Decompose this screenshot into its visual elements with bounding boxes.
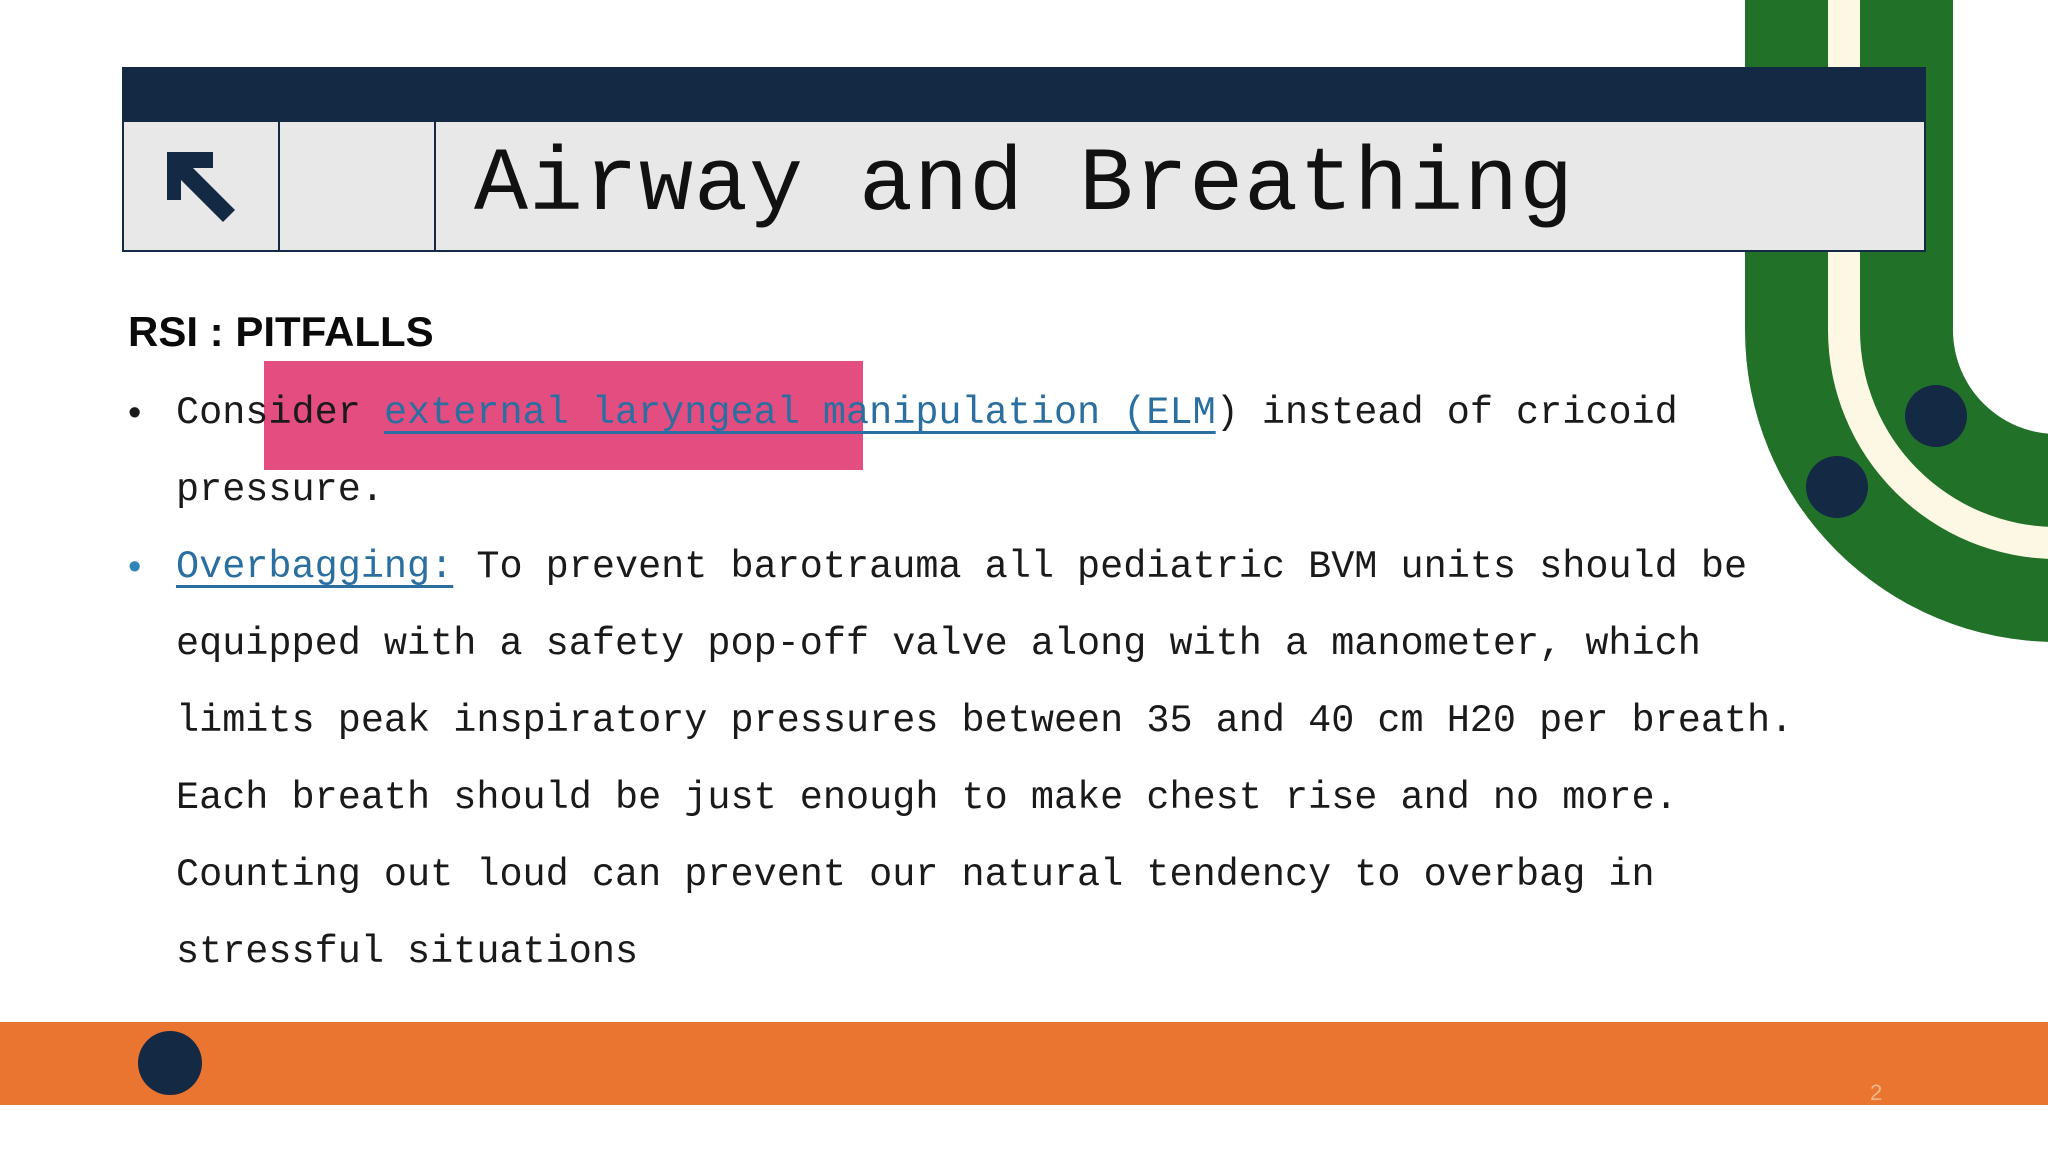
- bullet-item-overbagging: [128, 529, 1828, 991]
- bullet1-prefix: Consider: [176, 391, 384, 435]
- bullet1-suffix: ) instead of cricoid pressure.: [176, 391, 1678, 512]
- bullet-icon: •: [128, 392, 142, 434]
- bullet-list: [128, 375, 1828, 991]
- bullet2-text: To prevent barotrauma all pediatric BVM units should be equipped with a safety pop-off valve along with a manometer, which limits peak inspiratory pressures between 35 and 40 cm H20 per breath. Each breath should be just enough to make chest rise and no more. Counting out loud can prevent our natural tendency to overbag in stressful situations: [176, 545, 1794, 974]
- overbagging-link[interactable]: Overbagging:: [176, 545, 454, 589]
- title-spacer-cell: [280, 122, 436, 250]
- footer-bar: [0, 1022, 2048, 1105]
- bullet-icon: •: [128, 546, 142, 588]
- title-bar-top: [122, 67, 1926, 122]
- title-box: [122, 122, 1926, 252]
- section-heading: RSI : PITFALLS: [128, 308, 434, 355]
- elm-link[interactable]: external laryngeal manipulation (ELM: [383, 391, 1216, 435]
- slide-title: Airway and Breathing: [474, 135, 1575, 237]
- arrow-up-left-icon: [165, 150, 237, 222]
- page-number: 2: [1870, 1080, 1883, 1105]
- title-icon-cell: [124, 122, 280, 250]
- bullet-item-elm: [128, 375, 1828, 529]
- footer-circle: [138, 1031, 202, 1095]
